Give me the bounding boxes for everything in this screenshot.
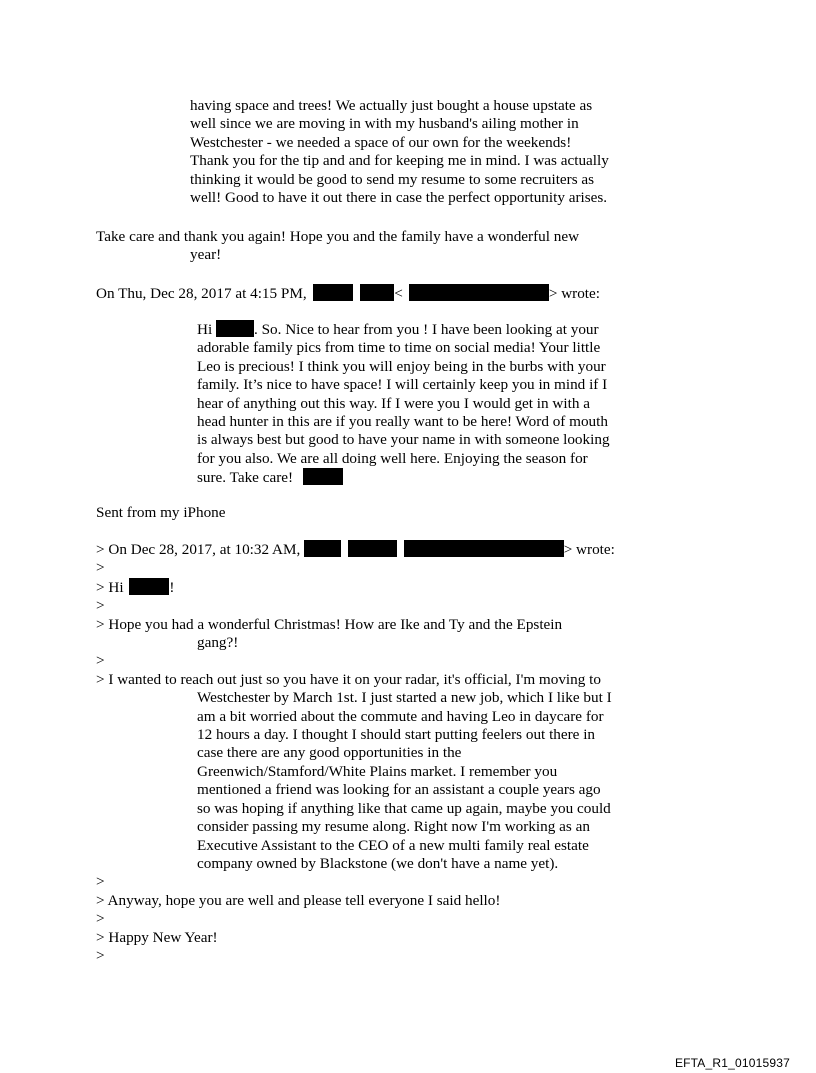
document-id-footer: EFTA_R1_01015937 (674, 1056, 790, 1070)
quote-marker: > (96, 946, 105, 964)
lt-symbol: < (394, 285, 403, 302)
reply-body (197, 320, 610, 488)
reply-header-suffix: > wrote: (548, 285, 600, 302)
quote-marker: > (96, 652, 105, 670)
text-line: Take care and thank you again! Hope you and the family have a wonderful new (96, 228, 580, 245)
closing-paragraph (96, 228, 579, 265)
text-line: having space and trees! We actually just bought a house upstate as (190, 97, 593, 114)
text-line: > Anyway, hope you are well and please tell everyone I said hello! (96, 891, 501, 909)
text-line: Thank you for the tip and and for keeping me in mind. I was actually (190, 152, 609, 170)
quoted-header-suffix: > wrote: (563, 541, 615, 558)
text-line: well since we are moving in with my husband's ailing mother in (190, 115, 579, 133)
text-line: > Happy New Year! (96, 928, 218, 946)
text-line: 12 hours a day. I thought I should start putting feelers out there in (197, 726, 596, 744)
text-line: am a bit worried about the commute and having Leo in daycare for (197, 707, 604, 725)
text-line: Executive Assistant to the CEO of a new multi family real estate (197, 836, 589, 854)
text-line: consider passing my resume along. Right now I'm working as an (197, 818, 590, 836)
redaction-box (304, 540, 341, 557)
quote-marker: > (96, 873, 105, 891)
greeting: > Hi (96, 578, 124, 596)
text-line: case there are any good opportunities in the (197, 744, 462, 762)
quote-marker: > (96, 597, 105, 615)
previous-message-paragraph (190, 97, 609, 207)
text-line: > Hope you had a wonderful Christmas! How are Ike and Ty and the Epstein (96, 615, 563, 633)
exclamation: ! (169, 578, 175, 596)
text-line: Westchester by March 1st. I just started a new job, which I like but I (197, 689, 612, 707)
text-line: thinking it would be good to send my resume to some recruiters as (190, 170, 595, 188)
text-line: is always best but good to have your name in with someone looking (197, 431, 610, 449)
redaction-box (348, 540, 397, 557)
text-line: adorable family pics from time to time on social media! Your little (197, 339, 601, 357)
text-line: mentioned a friend was looking for an assistant a couple years ago (197, 781, 601, 799)
redaction-box (303, 468, 343, 485)
greeting: Hi (197, 321, 213, 338)
text-line: Westchester - we needed a space of our own for the weekends! (190, 133, 572, 151)
redaction-box (129, 578, 169, 595)
text-line: company owned by Blackstone (we don't have a name yet). (197, 854, 559, 872)
redaction-box (409, 284, 549, 301)
quoted-header-date: > On Dec 28, 2017, at 10:32 AM, (96, 541, 301, 558)
redaction-box (313, 284, 353, 301)
signature: Sent from my iPhone (96, 504, 226, 521)
text-line: well! Good to have it out there in case the perfect opportunity arises. (190, 189, 608, 207)
text-line: head hunter in this are if you really want to be here! Word of mouth (197, 413, 608, 431)
text-line: year! (190, 246, 222, 264)
text-line: sure. Take care! (197, 469, 294, 487)
text-line: > I wanted to reach out just so you have it on your radar, it's official, I'm moving to (96, 670, 601, 688)
reply-header (96, 284, 600, 303)
text-line: Leo is precious! I think you will enjoy being in the burbs with your (197, 357, 606, 375)
reply-header-date: On Thu, Dec 28, 2017 at 4:15 PM, (96, 285, 307, 302)
text-line: hear of anything out this way. If I were you I would get in with a (197, 394, 590, 412)
redaction-box (404, 540, 564, 557)
quote-marker: > (96, 910, 105, 928)
text-line: gang?! (197, 634, 239, 652)
text-line: family. It’s nice to have space! I will certainly keep you in mind if I (197, 376, 608, 394)
text-line: . So. Nice to hear from you ! I have been looking at your (253, 321, 599, 338)
redaction-box (360, 284, 394, 301)
quote-marker: > (96, 559, 105, 577)
quoted-message (96, 540, 615, 965)
text-line: for you also. We are all doing well here. Enjoying the season for (197, 449, 588, 467)
text-line: so was hoping if anything like that came up again, maybe you could (197, 799, 611, 817)
text-line: Greenwich/Stamford/White Plains market. I remember you (197, 762, 558, 780)
redaction-box (216, 320, 254, 337)
